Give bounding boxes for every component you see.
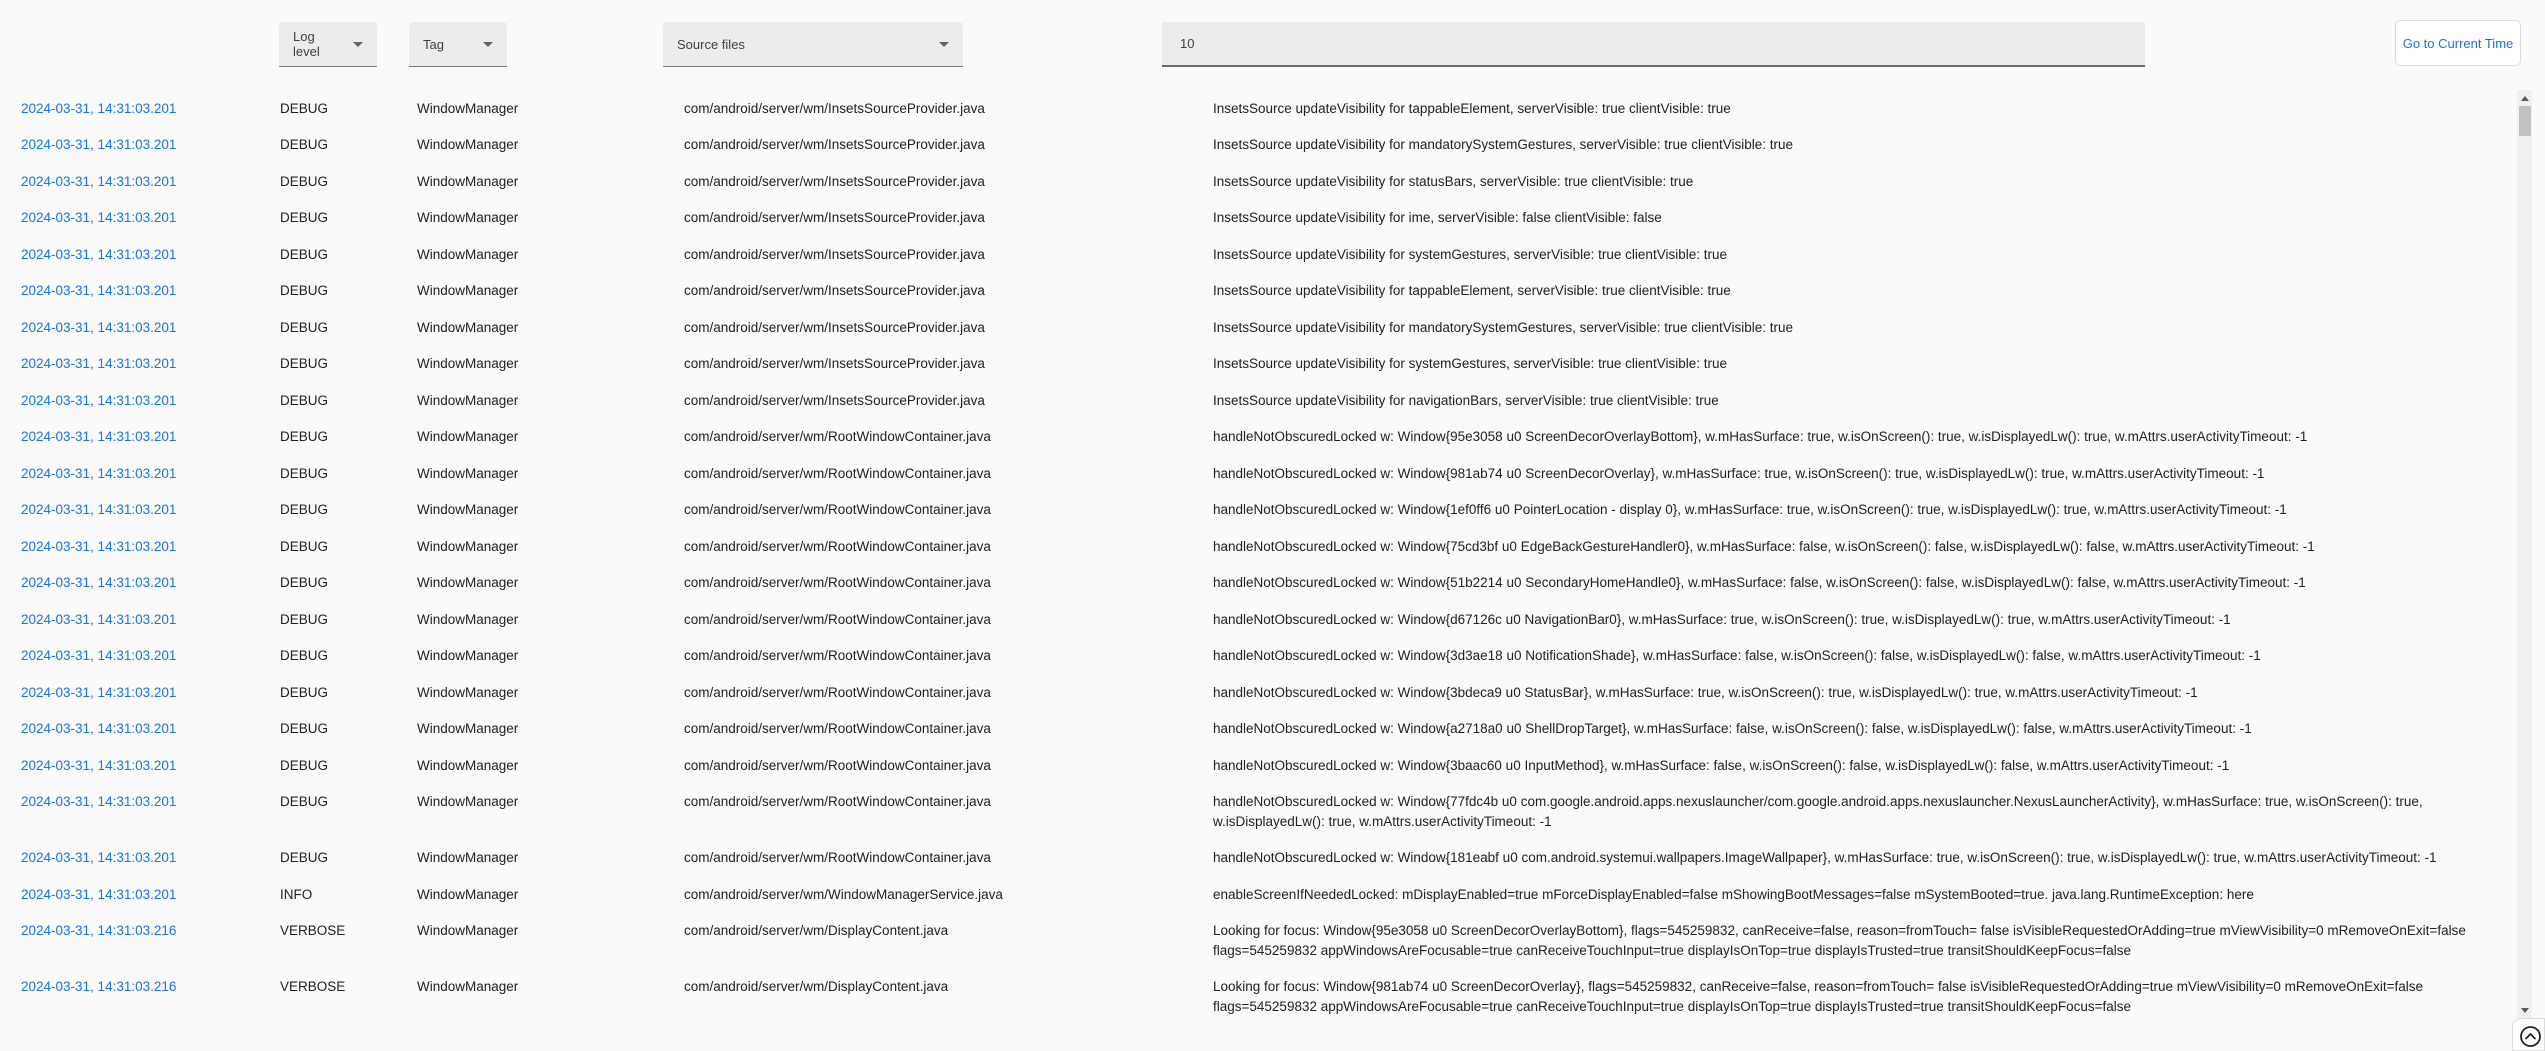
log-message-cell: handleNotObscuredLocked w: Window{51b2214 u0 SecondaryHomeHandle0}, w.mHasSurface: false, w.isOnScreen(): false, w.isDisplayedLw(): false, w.mAttrs.userActivityTimeout: -1 (1213, 575, 2306, 590)
log-table (0, 90, 2518, 1025)
log-timestamp-link[interactable]: 2024-03-31, 14:31:03.201 (21, 283, 177, 298)
log-tag-cell: WindowManager (417, 923, 519, 938)
log-source-cell: com/android/server/wm/RootWindowContainer.java (684, 465, 991, 481)
log-level-cell: DEBUG (280, 429, 329, 444)
log-timestamp-link[interactable]: 2024-03-31, 14:31:03.216 (21, 979, 177, 994)
log-tag-cell: WindowManager (417, 850, 519, 865)
log-rows (0, 90, 2518, 1025)
chevron-down-icon (353, 42, 363, 47)
tag-dropdown-label: Tag (423, 36, 444, 52)
log-message-cell: InsetsSource updateVisibility for mandatorySystemGestures, serverVisible: true clientVisible: true (1213, 137, 1794, 152)
log-message-cell: InsetsSource updateVisibility for mandatorySystemGestures, serverVisible: true clientVisible: true (1213, 319, 1794, 335)
log-tag-cell: WindowManager (417, 429, 519, 444)
log-source-cell: com/android/server/wm/DisplayContent.java (684, 923, 949, 938)
log-tag-cell: WindowManager (417, 137, 519, 152)
log-tag-cell: WindowManager (417, 538, 519, 554)
log-source-cell: com/android/server/wm/RootWindowContainer.java (684, 611, 991, 627)
log-tag-cell: WindowManager (417, 465, 519, 481)
scroll-up-arrow-icon[interactable] (2521, 96, 2529, 101)
log-timestamp-link[interactable]: 2024-03-31, 14:31:03.201 (21, 137, 177, 152)
log-timestamp-link[interactable]: 2024-03-31, 14:31:03.201 (21, 538, 177, 554)
log-timestamp-link[interactable]: 2024-03-31, 14:31:03.201 (21, 429, 177, 444)
log-level-cell: DEBUG (280, 356, 329, 371)
log-tag-cell: WindowManager (417, 283, 519, 298)
log-source-cell: com/android/server/wm/RootWindowContainer.java (684, 794, 991, 809)
go-to-current-time-button[interactable]: Go to Current Time (2395, 20, 2521, 66)
log-tag-cell: WindowManager (417, 757, 519, 773)
log-message-cell: Looking for focus: Window{981ab74 u0 ScreenDecorOverlay}, flags=545259832, canReceive=false, reason=fromTouch= false isVisibleRequestedOrAdding=true mViewVisibility=0 mRemoveOnExit=false flags=545259832 appWindowsAreFocusable=true canReceiveTouchInput=true displayIsOnTop=true displayIsTrusted=true transitShouldKeepFocus=false (1213, 979, 2424, 1014)
log-source-cell: com/android/server/wm/InsetsSourceProvider.java (684, 392, 985, 408)
log-row (0, 309, 2518, 346)
log-source-cell: com/android/server/wm/RootWindowContainer.java (684, 850, 991, 865)
log-message-cell: handleNotObscuredLocked w: Window{3bdeca9 u0 StatusBar}, w.mHasSurface: true, w.isOnScreen(): true, w.isDisplayedLw(): true, w.mAttrs.userActivityTimeout: -1 (1213, 684, 2198, 700)
log-tag-cell: WindowManager (417, 886, 519, 902)
log-level-cell: DEBUG (280, 721, 329, 736)
log-level-cell: INFO (280, 886, 313, 902)
log-timestamp-link[interactable]: 2024-03-31, 14:31:03.201 (21, 575, 177, 590)
log-row (0, 840, 2518, 877)
log-row (0, 163, 2518, 200)
log-timestamp-link[interactable]: 2024-03-31, 14:31:03.201 (21, 794, 177, 809)
log-level-cell: DEBUG (280, 173, 329, 189)
log-timestamp-link[interactable]: 2024-03-31, 14:31:03.201 (21, 100, 177, 116)
log-tag-cell: WindowManager (417, 684, 519, 700)
log-message-cell: handleNotObscuredLocked w: Window{3baac60 u0 InputMethod}, w.mHasSurface: false, w.isOnScreen(): false, w.isDisplayedLw(): false, w.mAttrs.userActivityTimeout: -1 (1213, 757, 2230, 773)
log-row (0, 747, 2518, 784)
log-tag-cell: WindowManager (417, 246, 519, 262)
log-timestamp-link[interactable]: 2024-03-31, 14:31:03.201 (21, 465, 177, 481)
log-level-cell: DEBUG (280, 611, 329, 627)
log-message-cell: InsetsSource updateVisibility for statusBars, serverVisible: true clientVisible: true (1213, 173, 1694, 189)
log-timestamp-link[interactable]: 2024-03-31, 14:31:03.201 (21, 210, 177, 225)
source-files-dropdown-label: Source files (677, 36, 745, 52)
log-tag-cell: WindowManager (417, 794, 519, 809)
log-level-cell: DEBUG (280, 575, 329, 590)
log-level-cell: DEBUG (280, 210, 329, 225)
log-row (0, 419, 2518, 456)
log-message-cell: enableScreenIfNeededLocked: mDisplayEnabled=true mForceDisplayEnabled=false mShowingBootMessages=false mSystemBooted=true. java.lang.RuntimeException: here (1213, 886, 2254, 902)
log-level-cell: DEBUG (280, 850, 329, 865)
log-row (0, 236, 2518, 273)
source-files-dropdown[interactable] (663, 22, 963, 67)
log-source-cell: com/android/server/wm/RootWindowContainer.java (684, 684, 991, 700)
log-message-cell: handleNotObscuredLocked w: Window{1ef0ff6 u0 PointerLocation - display 0}, w.mHasSurface: true, w.isOnScreen(): true, w.isDisplayedLw(): true, w.mAttrs.userActivityTimeout: -1 (1213, 502, 2287, 517)
log-level-cell: DEBUG (280, 794, 329, 809)
log-source-cell: com/android/server/wm/InsetsSourceProvider.java (684, 100, 985, 116)
log-timestamp-link[interactable]: 2024-03-31, 14:31:03.201 (21, 850, 177, 865)
log-message-cell: InsetsSource updateVisibility for tappableElement, serverVisible: true clientVisible: true (1213, 100, 1731, 116)
log-row (0, 913, 2518, 969)
log-source-cell: com/android/server/wm/InsetsSourceProvider.java (684, 173, 985, 189)
scrollbar-thumb[interactable] (2519, 106, 2531, 136)
log-tag-cell: WindowManager (417, 979, 519, 994)
log-row (0, 601, 2518, 638)
log-source-cell: com/android/server/wm/InsetsSourceProvider.java (684, 210, 985, 225)
log-row (0, 382, 2518, 419)
log-source-cell: com/android/server/wm/RootWindowContainer.java (684, 538, 991, 554)
log-tag-cell: WindowManager (417, 319, 519, 335)
log-message-cell: handleNotObscuredLocked w: Window{181eabf u0 com.android.systemui.wallpapers.ImageWallpaper}, w.mHasSurface: true, w.isOnScreen(): true, w.isDisplayedLw(): true, w.mAttrs.userActivityTimeout: -1 (1213, 850, 2437, 865)
log-tag-cell: WindowManager (417, 100, 519, 116)
log-timestamp-link[interactable]: 2024-03-31, 14:31:03.201 (21, 648, 177, 663)
log-message-cell: handleNotObscuredLocked w: Window{d67126c u0 NavigationBar0}, w.mHasSurface: true, w.isOnScreen(): true, w.isDisplayedLw(): true, w.mAttrs.userActivityTimeout: -1 (1213, 611, 2231, 627)
log-source-cell: com/android/server/wm/DisplayContent.java (684, 979, 949, 994)
log-level-cell: DEBUG (280, 246, 329, 262)
log-timestamp-link[interactable]: 2024-03-31, 14:31:03.201 (21, 173, 177, 189)
log-timestamp-link[interactable]: 2024-03-31, 14:31:03.201 (21, 392, 177, 408)
log-level-cell: DEBUG (280, 137, 329, 152)
log-source-cell: com/android/server/wm/RootWindowContainer.java (684, 721, 991, 736)
chevron-down-icon (483, 42, 493, 47)
log-source-cell: com/android/server/wm/InsetsSourceProvider.java (684, 246, 985, 262)
log-row (0, 492, 2518, 529)
log-level-cell: DEBUG (280, 684, 329, 700)
log-timestamp-link[interactable]: 2024-03-31, 14:31:03.201 (21, 356, 177, 371)
log-level-cell: DEBUG (280, 502, 329, 517)
log-message-cell: handleNotObscuredLocked w: Window{a2718a0 u0 ShellDropTarget}, w.mHasSurface: false, w.isOnScreen(): false, w.isDisplayedLw(): false, w.mAttrs.userActivityTimeout: -1 (1213, 721, 2252, 736)
log-tag-cell: WindowManager (417, 721, 519, 736)
vertical-scrollbar[interactable] (2517, 90, 2532, 1018)
log-source-cell: com/android/server/wm/RootWindowContainer.java (684, 429, 991, 444)
log-timestamp-link[interactable]: 2024-03-31, 14:31:03.201 (21, 246, 177, 262)
log-row (0, 565, 2518, 602)
log-message-cell: InsetsSource updateVisibility for tappableElement, serverVisible: true clientVisible: true (1213, 283, 1731, 298)
log-tag-cell: WindowManager (417, 502, 519, 517)
log-row (0, 674, 2518, 711)
log-tag-cell: WindowManager (417, 173, 519, 189)
log-tag-cell: WindowManager (417, 210, 519, 225)
log-timestamp-link[interactable]: 2024-03-31, 14:31:03.201 (21, 684, 177, 700)
log-tag-cell: WindowManager (417, 392, 519, 408)
log-level-cell: DEBUG (280, 100, 329, 116)
log-level-cell: VERBOSE (280, 979, 346, 994)
log-message-cell: handleNotObscuredLocked w: Window{77fdc4b u0 com.google.android.apps.nexuslauncher/com.google.android.apps.nexuslauncher.NexusLauncherActivity}, w.mHasSurface: true, w.isOnScreen(): true, w.isDisplayedLw(): true, w.mAttrs.userActivityTimeout: -1 (1213, 794, 2423, 829)
log-row (0, 200, 2518, 237)
log-tag-cell: WindowManager (417, 575, 519, 590)
log-timestamp-link[interactable]: 2024-03-31, 14:31:03.201 (21, 319, 177, 335)
log-row (0, 528, 2518, 565)
log-row (0, 784, 2518, 840)
log-row (0, 346, 2518, 383)
log-source-cell: com/android/server/wm/RootWindowContainer.java (684, 757, 991, 773)
log-message-cell: InsetsSource updateVisibility for navigationBars, serverVisible: true clientVisible: true (1213, 392, 1719, 408)
filter-toolbar (0, 0, 2545, 90)
log-timestamp-link[interactable]: 2024-03-31, 14:31:03.201 (21, 502, 177, 517)
log-timestamp-link[interactable]: 2024-03-31, 14:31:03.216 (21, 923, 177, 938)
filter-input[interactable] (1162, 22, 2145, 67)
log-level-dropdown[interactable] (279, 22, 377, 67)
log-source-cell: com/android/server/wm/InsetsSourceProvider.java (684, 356, 985, 371)
log-row (0, 273, 2518, 310)
log-timestamp-link[interactable]: 2024-03-31, 14:31:03.201 (21, 757, 177, 773)
log-level-cell: DEBUG (280, 465, 329, 481)
log-message-cell: handleNotObscuredLocked w: Window{95e3058 u0 ScreenDecorOverlayBottom}, w.mHasSurface: true, w.isOnScreen(): true, w.isDisplayedLw(): true, w.mAttrs.userActivityTimeout: -1 (1213, 429, 2308, 444)
log-tag-cell: WindowManager (417, 611, 519, 627)
log-source-cell: com/android/server/wm/RootWindowContainer.java (684, 575, 991, 590)
log-row (0, 969, 2518, 1025)
log-source-cell: com/android/server/wm/InsetsSourceProvider.java (684, 137, 985, 152)
tag-dropdown[interactable] (409, 22, 507, 67)
log-level-cell: DEBUG (280, 757, 329, 773)
chevron-down-icon (939, 42, 949, 47)
log-source-cell: com/android/server/wm/InsetsSourceProvider.java (684, 319, 985, 335)
log-row (0, 876, 2518, 913)
log-source-cell: com/android/server/wm/RootWindowContainer.java (684, 648, 991, 663)
log-source-cell: com/android/server/wm/InsetsSourceProvider.java (684, 283, 985, 298)
scroll-down-arrow-icon[interactable] (2521, 1008, 2529, 1013)
log-message-cell: InsetsSource updateVisibility for systemGestures, serverVisible: true clientVisible: true (1213, 356, 1727, 371)
log-level-cell: DEBUG (280, 392, 329, 408)
log-row (0, 90, 2518, 127)
log-level-dropdown-label: Log level (293, 29, 320, 59)
log-row (0, 455, 2518, 492)
log-timestamp-link[interactable]: 2024-03-31, 14:31:03.201 (21, 611, 177, 627)
log-timestamp-link[interactable]: 2024-03-31, 14:31:03.201 (21, 721, 177, 736)
log-message-cell: Looking for focus: Window{95e3058 u0 ScreenDecorOverlayBottom}, flags=545259832, canReceive=false, reason=fromTouch= false isVisibleRequestedOrAdding=true mViewVisibility=0 mRemoveOnExit=false flags=545259832 appWindowsAreFocusable=true canReceiveTouchInput=true displayIsOnTop=true displayIsTrusted=true transitShouldKeepFocus=false (1213, 923, 2466, 958)
log-level-cell: DEBUG (280, 319, 329, 335)
log-level-cell: VERBOSE (280, 923, 346, 938)
arrow-circle-up-icon[interactable] (2519, 1025, 2542, 1048)
log-level-cell: DEBUG (280, 283, 329, 298)
log-source-cell: com/android/server/wm/WindowManagerService.java (684, 886, 1003, 902)
log-message-cell: handleNotObscuredLocked w: Window{3d3ae18 u0 NotificationShade}, w.mHasSurface: false, w.isOnScreen(): false, w.isDisplayedLw(): false, w.mAttrs.userActivityTimeout: -1 (1213, 648, 2261, 663)
log-row (0, 127, 2518, 164)
log-timestamp-link[interactable]: 2024-03-31, 14:31:03.201 (21, 886, 177, 902)
log-row (0, 638, 2518, 675)
log-row (0, 711, 2518, 748)
scroll-to-top-button[interactable] (2512, 1018, 2545, 1051)
log-level-cell: DEBUG (280, 538, 329, 554)
log-tag-cell: WindowManager (417, 648, 519, 663)
log-message-cell: handleNotObscuredLocked w: Window{75cd3bf u0 EdgeBackGestureHandler0}, w.mHasSurface: false, w.isOnScreen(): false, w.isDisplayedLw(): false, w.mAttrs.userActivityTimeout: -1 (1213, 538, 2315, 554)
log-level-cell: DEBUG (280, 648, 329, 663)
log-source-cell: com/android/server/wm/RootWindowContainer.java (684, 502, 991, 517)
log-message-cell: InsetsSource updateVisibility for systemGestures, serverVisible: true clientVisible: true (1213, 246, 1727, 262)
log-tag-cell: WindowManager (417, 356, 519, 371)
log-message-cell: handleNotObscuredLocked w: Window{981ab74 u0 ScreenDecorOverlay}, w.mHasSurface: true, w.isOnScreen(): true, w.isDisplayedLw(): true, w.mAttrs.userActivityTimeout: -1 (1213, 465, 2265, 481)
log-message-cell: InsetsSource updateVisibility for ime, serverVisible: false clientVisible: false (1213, 210, 1662, 225)
